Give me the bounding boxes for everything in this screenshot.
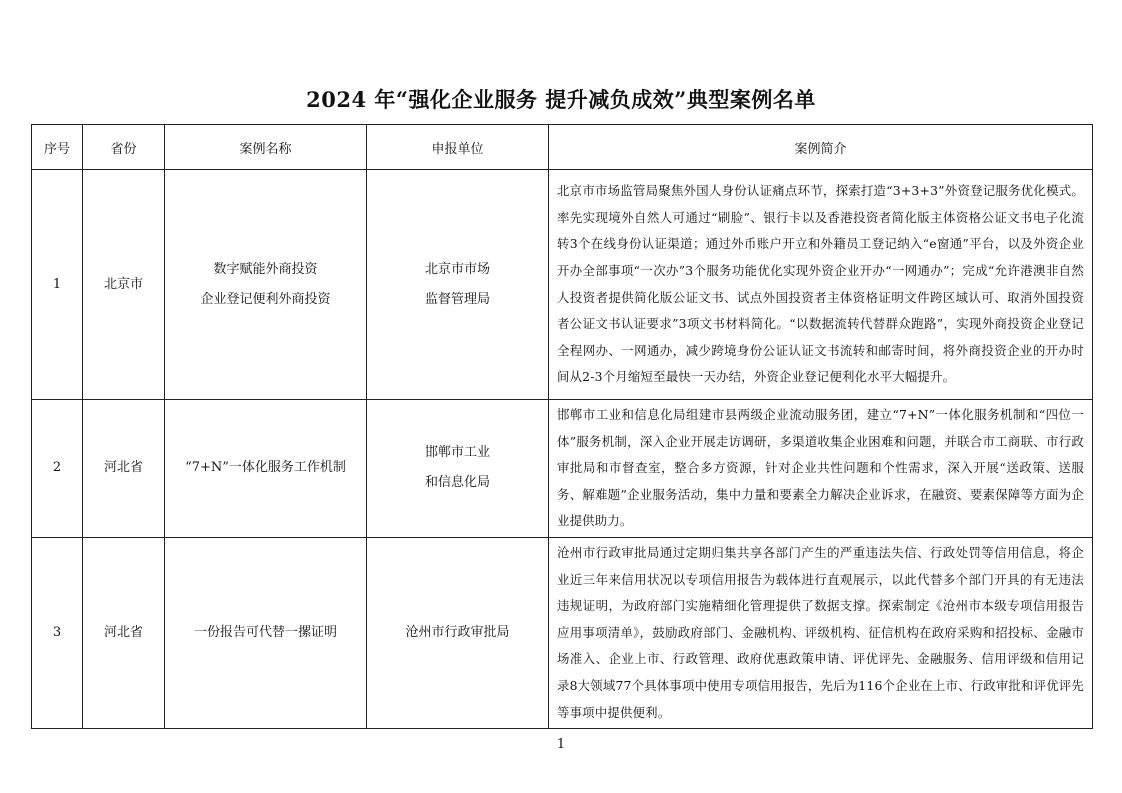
header-case-name: 案例名称 [165, 125, 367, 170]
header-unit: 申报单位 [367, 125, 549, 170]
row-unit [367, 537, 549, 728]
case-table [31, 124, 1093, 729]
table-row [32, 537, 1093, 728]
page-number: 1 [556, 737, 566, 752]
row-province: 河北省 [83, 400, 165, 538]
row-number: 3 [32, 537, 83, 728]
row-province: 北京市 [83, 170, 165, 400]
case-name-line: 企业登记便利外商投资 [200, 291, 331, 307]
row-case-name [165, 537, 367, 728]
row-number: 1 [32, 170, 83, 400]
row-case-name [165, 400, 367, 538]
row-unit [367, 400, 549, 538]
row-case-name [165, 170, 367, 400]
table-row [32, 400, 1093, 538]
header-province: 省份 [83, 125, 165, 170]
case-name-line: 数字赋能外商投资 [213, 261, 318, 277]
case-name-line: 一份报告可代替一摞证明 [193, 625, 337, 641]
row-summary: 沧州市行政审批局通过定期归集共享各部门产生的严重违法失信、行政处罚等信用信息，将企业近三年来信用状况以专项信用报告为载体进行直观展示，以此代替多个部门开具的有无违法违规证明，为政府部门实施精细化管理提供了数据支撑。探索制定《沧州市本级专项信用报告应用事项清单》，鼓励政府部门、金融机构、评级机构、征信机构在政府采购和招投标、金融市场准入、企业上市、行政管理、政府优惠政策申请、评优评先、金融服务、信用评级和信用记录8大领域77个具体事项中使用专项信用报告，先后为116个企业在上市、行政审批和评优评先等事项中提供便利。 [549, 537, 1093, 728]
unit-line: 监督管理局 [424, 291, 490, 307]
header-num: 序号 [32, 125, 83, 170]
unit-line: 邯郸市工业 [424, 445, 490, 461]
unit-line: 和信息化局 [424, 475, 490, 491]
row-province: 河北省 [83, 537, 165, 728]
row-unit [367, 170, 549, 400]
row-summary: 北京市市场监管局聚焦外国人身份认证痛点环节，探索打造“3+3+3”外资登记服务优化模式。率先实现境外自然人可通过“刷脸”、银行卡以及香港投资者简化版主体资格公证文书电子化流转3个在线身份认证渠道；通过外币账户开立和外籍员工登记纳入“e窗通”平台，以及外资企业开办全部事项“一次办”3个服务功能优化实现外资企业开办“一网通办”；完成“允许港澳非自然人投资者提供简化版公证文书、试点外国投资者主体资格证明文件跨区域认可、取消外国投资者公证文书认证要求”3项文书材料简化。“以数据流转代替群众跑路”，实现外商投资企业登记全程网办、一网通办，减少跨境身份公证认证文书流转和邮寄时间，将外商投资企业的开办时间从2-3个月缩短至最快一天办结，外资企业登记便利化水平大幅提升。 [549, 170, 1093, 400]
row-summary: 邯郸市工业和信息化局组建市县两级企业流动服务团，建立“7+N”一体化服务机制和“四位一体”服务机制，深入企业开展走访调研，多渠道收集企业困难和问题，并联合市工商联、市行政审批局和市督查室，整合多方资源，针对企业共性问题和个性需求，深入开展“送政策、送服务、解难题”企业服务活动，集中力量和要素全力解决企业诉求，在融资、要素保障等方面为企业提供助力。 [549, 400, 1093, 538]
unit-line: 沧州市行政审批局 [405, 625, 510, 641]
header-summary: 案例简介 [549, 125, 1093, 170]
unit-line: 北京市市场 [424, 261, 490, 277]
page-title: 2024 年“强化企业服务 提升减负成效”典型案例名单 [306, 87, 816, 112]
table-row [32, 170, 1093, 400]
row-number: 2 [32, 400, 83, 538]
case-name-line: “7+N”一体化服务工作机制 [185, 460, 346, 476]
table-header-row [32, 125, 1093, 170]
